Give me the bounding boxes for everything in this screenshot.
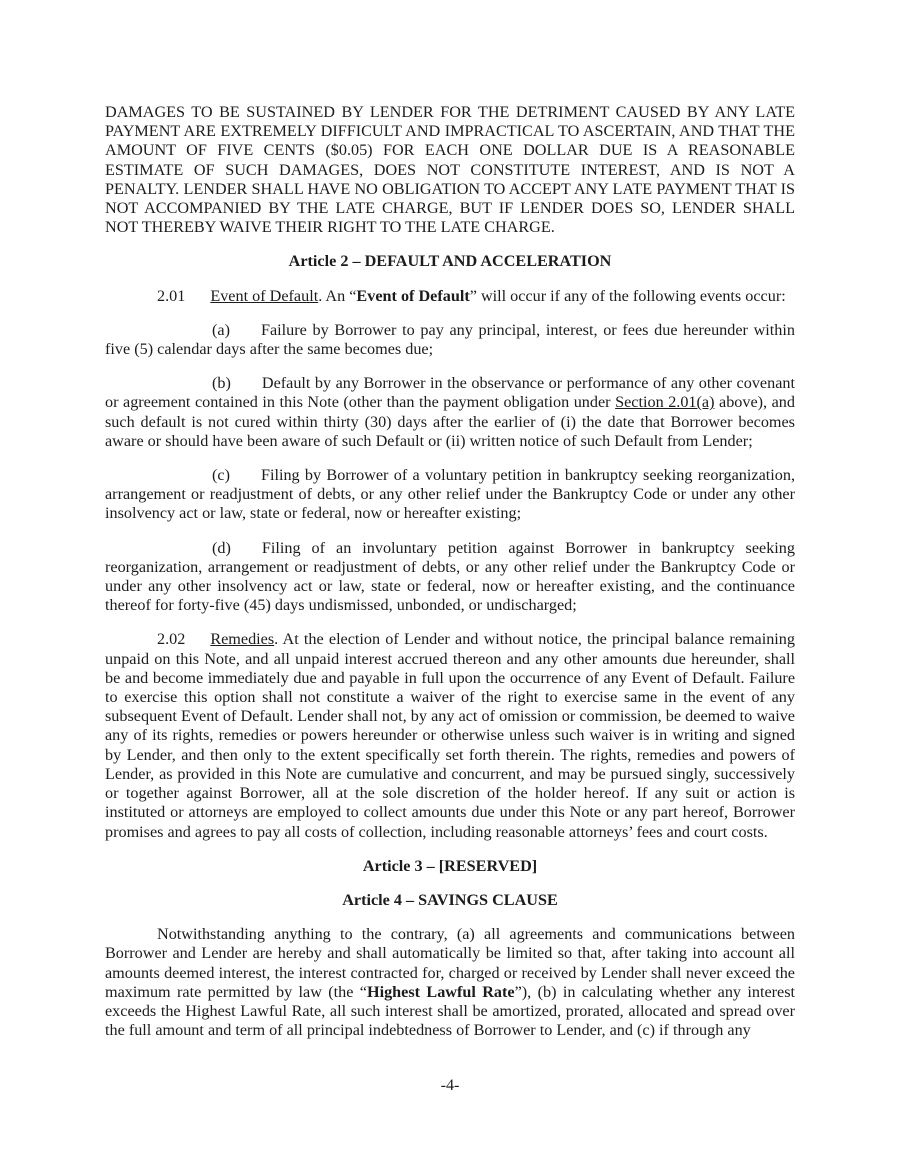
section-2-01-paragraph bbox=[105, 287, 795, 306]
article-3-heading: Article 3 – [RESERVED] bbox=[362, 856, 538, 875]
section-2-02-paragraph bbox=[105, 630, 795, 841]
section-2-01a-cross-reference: Section 2.01(a) bbox=[615, 393, 715, 412]
late-charge-paragraph: DAMAGES TO BE SUSTAINED BY LENDER FOR THE DETRIMENT CAUSED BY ANY LATE PAYMENT ARE EXTREMELY DIFFICULT AND IMPRACTICAL TO ASCERTAIN, AND THAT THE AMOUNT OF FIVE CENTS ($0.05) FOR EACH ONE DOLLAR DUE IS A REASONABLE ESTIMATE OF SUCH DAMAGES, DOES NOT CONSTITUTE INTEREST, AND IS NOT A PENALTY. LENDER SHALL HAVE NO OBLIGATION TO ACCEPT ANY LATE PAYMENT THAT IS NOT ACCOMPANIED BY THE LATE CHARGE, BUT IF LENDER DOES SO, LENDER SHALL NOT THEREBY WAIVE THEIR RIGHT TO THE LATE CHARGE. bbox=[105, 103, 795, 237]
page-number: -4- bbox=[440, 1076, 460, 1094]
clause-a-text: Failure by Borrower to pay any principal, interest, or fees due hereunder within five (5) calendar days after the same becomes due; bbox=[105, 320, 795, 359]
section-2-02-body: . At the election of Lender and without notice, the principal balance remaining unpaid on this Note, and all unpaid interest accrued thereon and any other amounts due hereunder, shall be and become immediately due and payable in full upon the occurrence of any Event of Default. Failure to exercise this option shall not constitute a waiver of the right to exercise same in the event of any subsequent Event of Default. Lender shall not, by any act of omission or commission, be deemed to waive any of its rights, remedies or powers hereunder or otherwise unless such waiver is in writing and signed by Lender, and then only to the extent specifically set forth therein. The rights, remedies and powers of Lender, as provided in this Note are cumulative and concurrent, and may be pursued singly, successively or together against Borrower, all at the sole discretion of the holder hereof. If any suit or action is instituted or attorneys are employed to collect amounts due under this Note or any part hereof, Borrower promises and agrees to pay all costs of collection, including reasonable attorneys’ fees and court costs. bbox=[105, 630, 795, 841]
highest-lawful-rate-defined-term: Highest Lawful Rate bbox=[367, 982, 515, 1001]
clause-b-paragraph bbox=[105, 374, 795, 451]
clause-d-paragraph bbox=[105, 539, 795, 616]
savings-clause-paragraph bbox=[105, 925, 795, 1040]
clause-b-label: (b) bbox=[212, 374, 231, 393]
clause-d-text: Filing of an involuntary petition against Borrower in bankruptcy seeking reorganization, arrangement or readjustment of debts, or any other relief under the Bankruptcy Code or under any other insolvency act or law, state or federal, now or hereafter existing, and the continuance thereof for forty-five (45) days undismissed, unbonded, or undischarged; bbox=[105, 538, 795, 615]
clause-a-paragraph bbox=[105, 321, 795, 359]
section-2-02-number: 2.02 bbox=[157, 630, 186, 649]
section-2-01-text: . An “ bbox=[318, 286, 357, 305]
document-body bbox=[105, 103, 795, 1040]
clause-d-label: (d) bbox=[212, 538, 231, 557]
savings-clause-text-end: ”), (b) in calculating whether any interest exceeds the Highest Lawful Rate, all such interest shall be amortized, prorated, allocated and spread over the full amount and term of all principal indebtedness of Borrower to Lender, and (c) if through any bbox=[105, 982, 796, 1040]
article-2-heading: Article 2 – DEFAULT AND ACCELERATION bbox=[288, 252, 612, 271]
clause-c-paragraph bbox=[105, 466, 795, 524]
clause-c-label: (c) bbox=[212, 466, 230, 485]
article-4-heading: Article 4 – SAVINGS CLAUSE bbox=[342, 890, 558, 909]
section-2-01-title: Event of Default bbox=[210, 286, 319, 305]
section-2-01-text-end: ” will occur if any of the following events occur: bbox=[469, 286, 786, 305]
section-2-01-number: 2.01 bbox=[157, 286, 186, 305]
clause-c-text: Filing by Borrower of a voluntary petition in bankruptcy seeking reorganization, arrangement or readjustment of debts, or any other relief under the Bankruptcy Code or under any other insolvency act or law, state or federal, now or hereafter existing; bbox=[105, 466, 795, 523]
clause-a-label: (a) bbox=[212, 320, 230, 339]
savings-clause-text: Notwithstanding anything to the contrary, (a) all agreements and communications between Borrower and Lender are hereby and shall automatically be limited so that, after taking into account all amounts deemed interest, the interest contracted for, charged or received by Lender shall never exceed the maximum rate permitted by law (the “ bbox=[105, 925, 795, 1001]
event-of-default-defined-term: Event of Default bbox=[356, 286, 470, 305]
clause-b-text-end: above), and such default is not cured within thirty (30) days after the earlier of (i) the date that Borrower becomes aware or should have been aware of such Default or (ii) written notice of such Default from Lender; bbox=[105, 393, 795, 450]
section-2-02-title: Remedies bbox=[210, 630, 275, 649]
clause-b-text: Default by any Borrower in the observance or performance of any other covenant or agreement contained in this Note (other than the payment obligation under bbox=[105, 374, 795, 412]
